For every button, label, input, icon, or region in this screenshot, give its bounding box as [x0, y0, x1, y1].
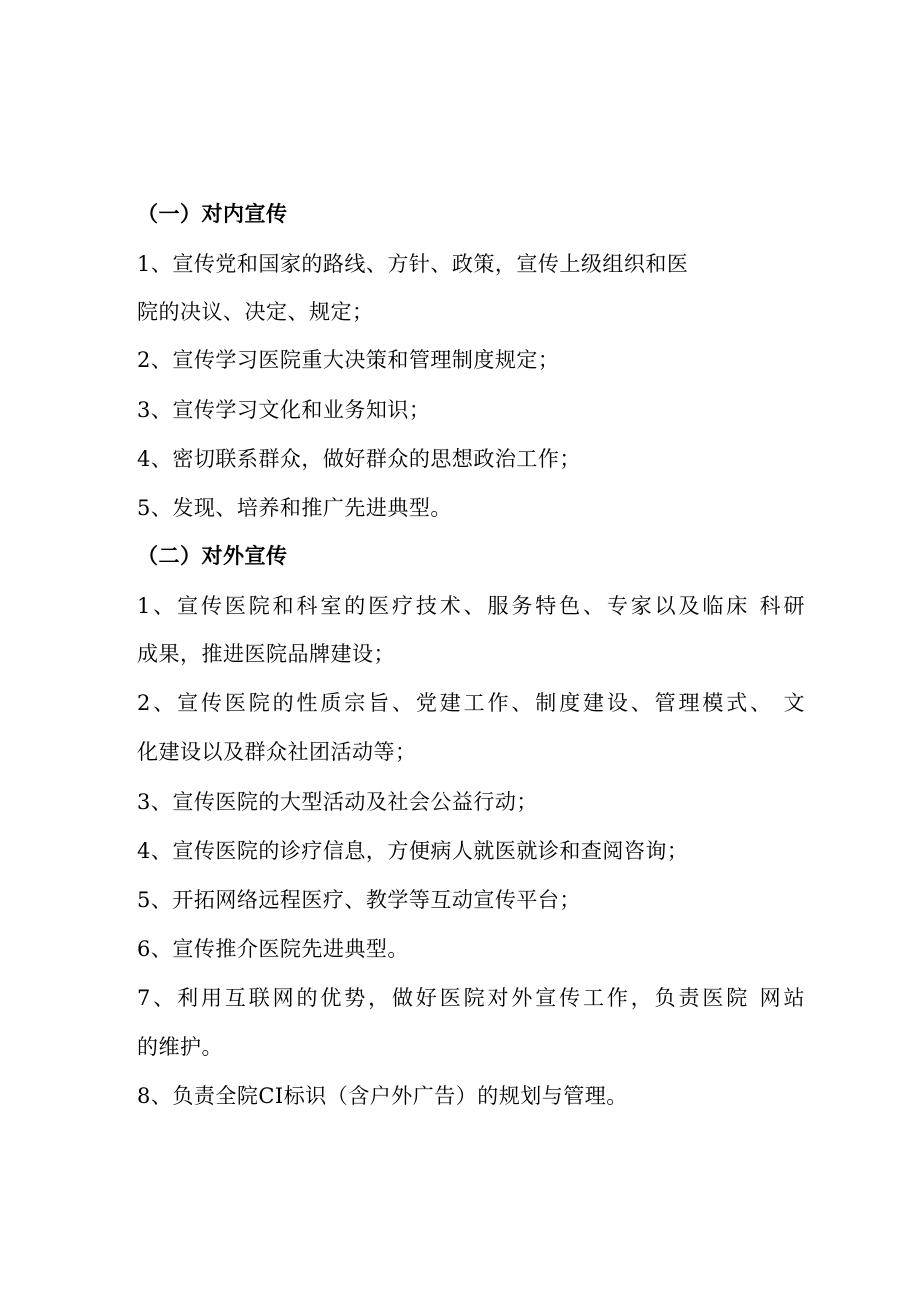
paragraph-line: 6、宣传推介医院先进典型。: [137, 937, 409, 961]
paragraph-line: 4、宣传医院的诊疗信息，方便病人就医就诊和查阅咨询；: [137, 839, 689, 863]
paragraph-line: 化建设以及群众社团活动等；: [137, 740, 417, 764]
paragraph-line: 1、宣传医院和科室的医疗技术、服务特色、专家以及临床 科研: [137, 594, 805, 618]
paragraph-line: 4、密切联系群众，做好群众的思想政治工作；: [137, 447, 581, 471]
paragraph-line: 成果，推进医院品牌建设；: [137, 642, 395, 666]
paragraph-line: 7、利用互联网的优势，做好医院对外宣传工作，负责医院 网站: [137, 986, 805, 1010]
paragraph-line: 3、宣传医院的大型活动及社会公益行动；: [137, 790, 538, 814]
paragraph-line: 3、宣传学习文化和业务知识；: [137, 398, 431, 422]
paragraph-line: 5、发现、培养和推广先进典型。: [137, 496, 452, 520]
paragraph-line: 2、宣传学习医院重大决策和管理制度规定；: [137, 348, 560, 372]
paragraph-line: 院的决议、决定、规定；: [137, 300, 374, 324]
paragraph-line: 5、开拓网络远程医疗、教学等互动宣传平台；: [137, 888, 581, 912]
paragraph-line: 2、宣传医院的性质宗旨、党建工作、制度建设、管理模式、 文: [137, 691, 805, 715]
paragraph-line: 8、负责全院CI标识（含户外广告）的规划与管理。: [137, 1084, 628, 1108]
section-heading-external: （二）对外宣传: [137, 544, 288, 568]
paragraph-line: 1、宣传党和国家的路线、方针、政策，宣传上级组织和医: [137, 252, 689, 276]
section-heading-internal: （一）对内宣传: [137, 202, 288, 226]
paragraph-line: 的维护。: [137, 1035, 223, 1059]
